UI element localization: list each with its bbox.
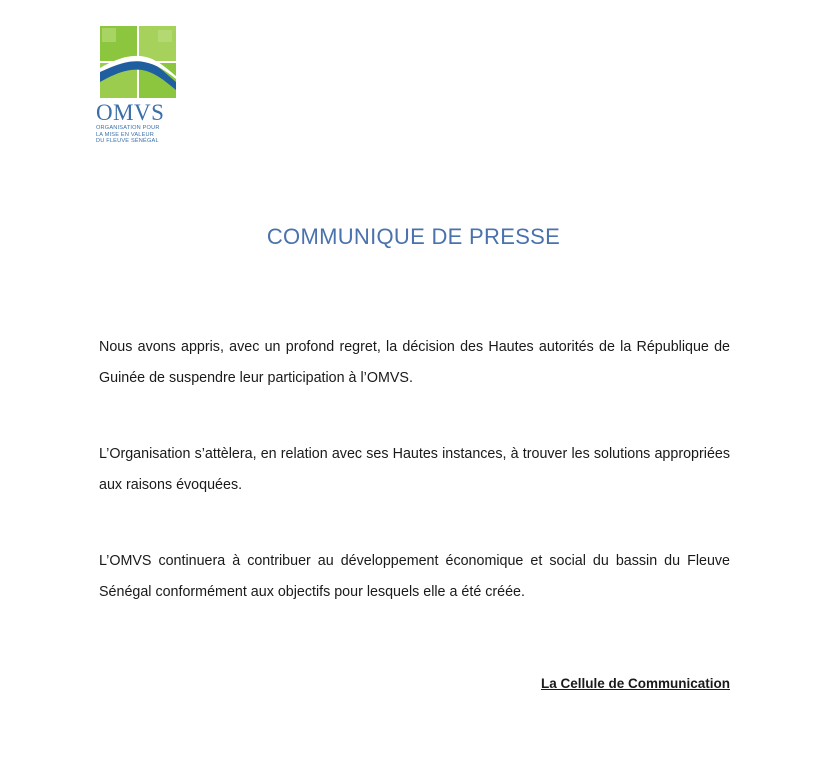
paragraph-guinea-suspension: Nous avons appris, avec un profond regret, la décision des Hautes autorités de la République de Guinée de suspendre leur participation à l’OMVS. [99, 339, 730, 386]
logo-subtitle-line: ORGANISATION POUR [96, 125, 160, 131]
omvs-logo-emblem [100, 26, 176, 98]
logo-name: OMVS [96, 100, 165, 125]
paragraph-omvs-commitment: L’OMVS continuera à contribuer au développement économique et social du bassin du Fleuve Sénégal conformément aux objectifs pour lesquels elle a été créée. [99, 553, 730, 600]
press-release-title: COMMUNIQUE DE PRESSE [266, 224, 561, 249]
logo-subtitle-line: DU FLEUVE SÉNÉGAL [96, 138, 159, 145]
omvs-logo [96, 26, 180, 145]
logo-subtitle-line: LA MISE EN VALEUR [96, 131, 155, 138]
paragraph-organisation-response: L’Organisation s’attèlera, en relation avec ses Hautes instances, à trouver les solutions appropriées aux raisons évoquées. [99, 446, 730, 493]
signature: La Cellule de Communication [540, 676, 730, 691]
